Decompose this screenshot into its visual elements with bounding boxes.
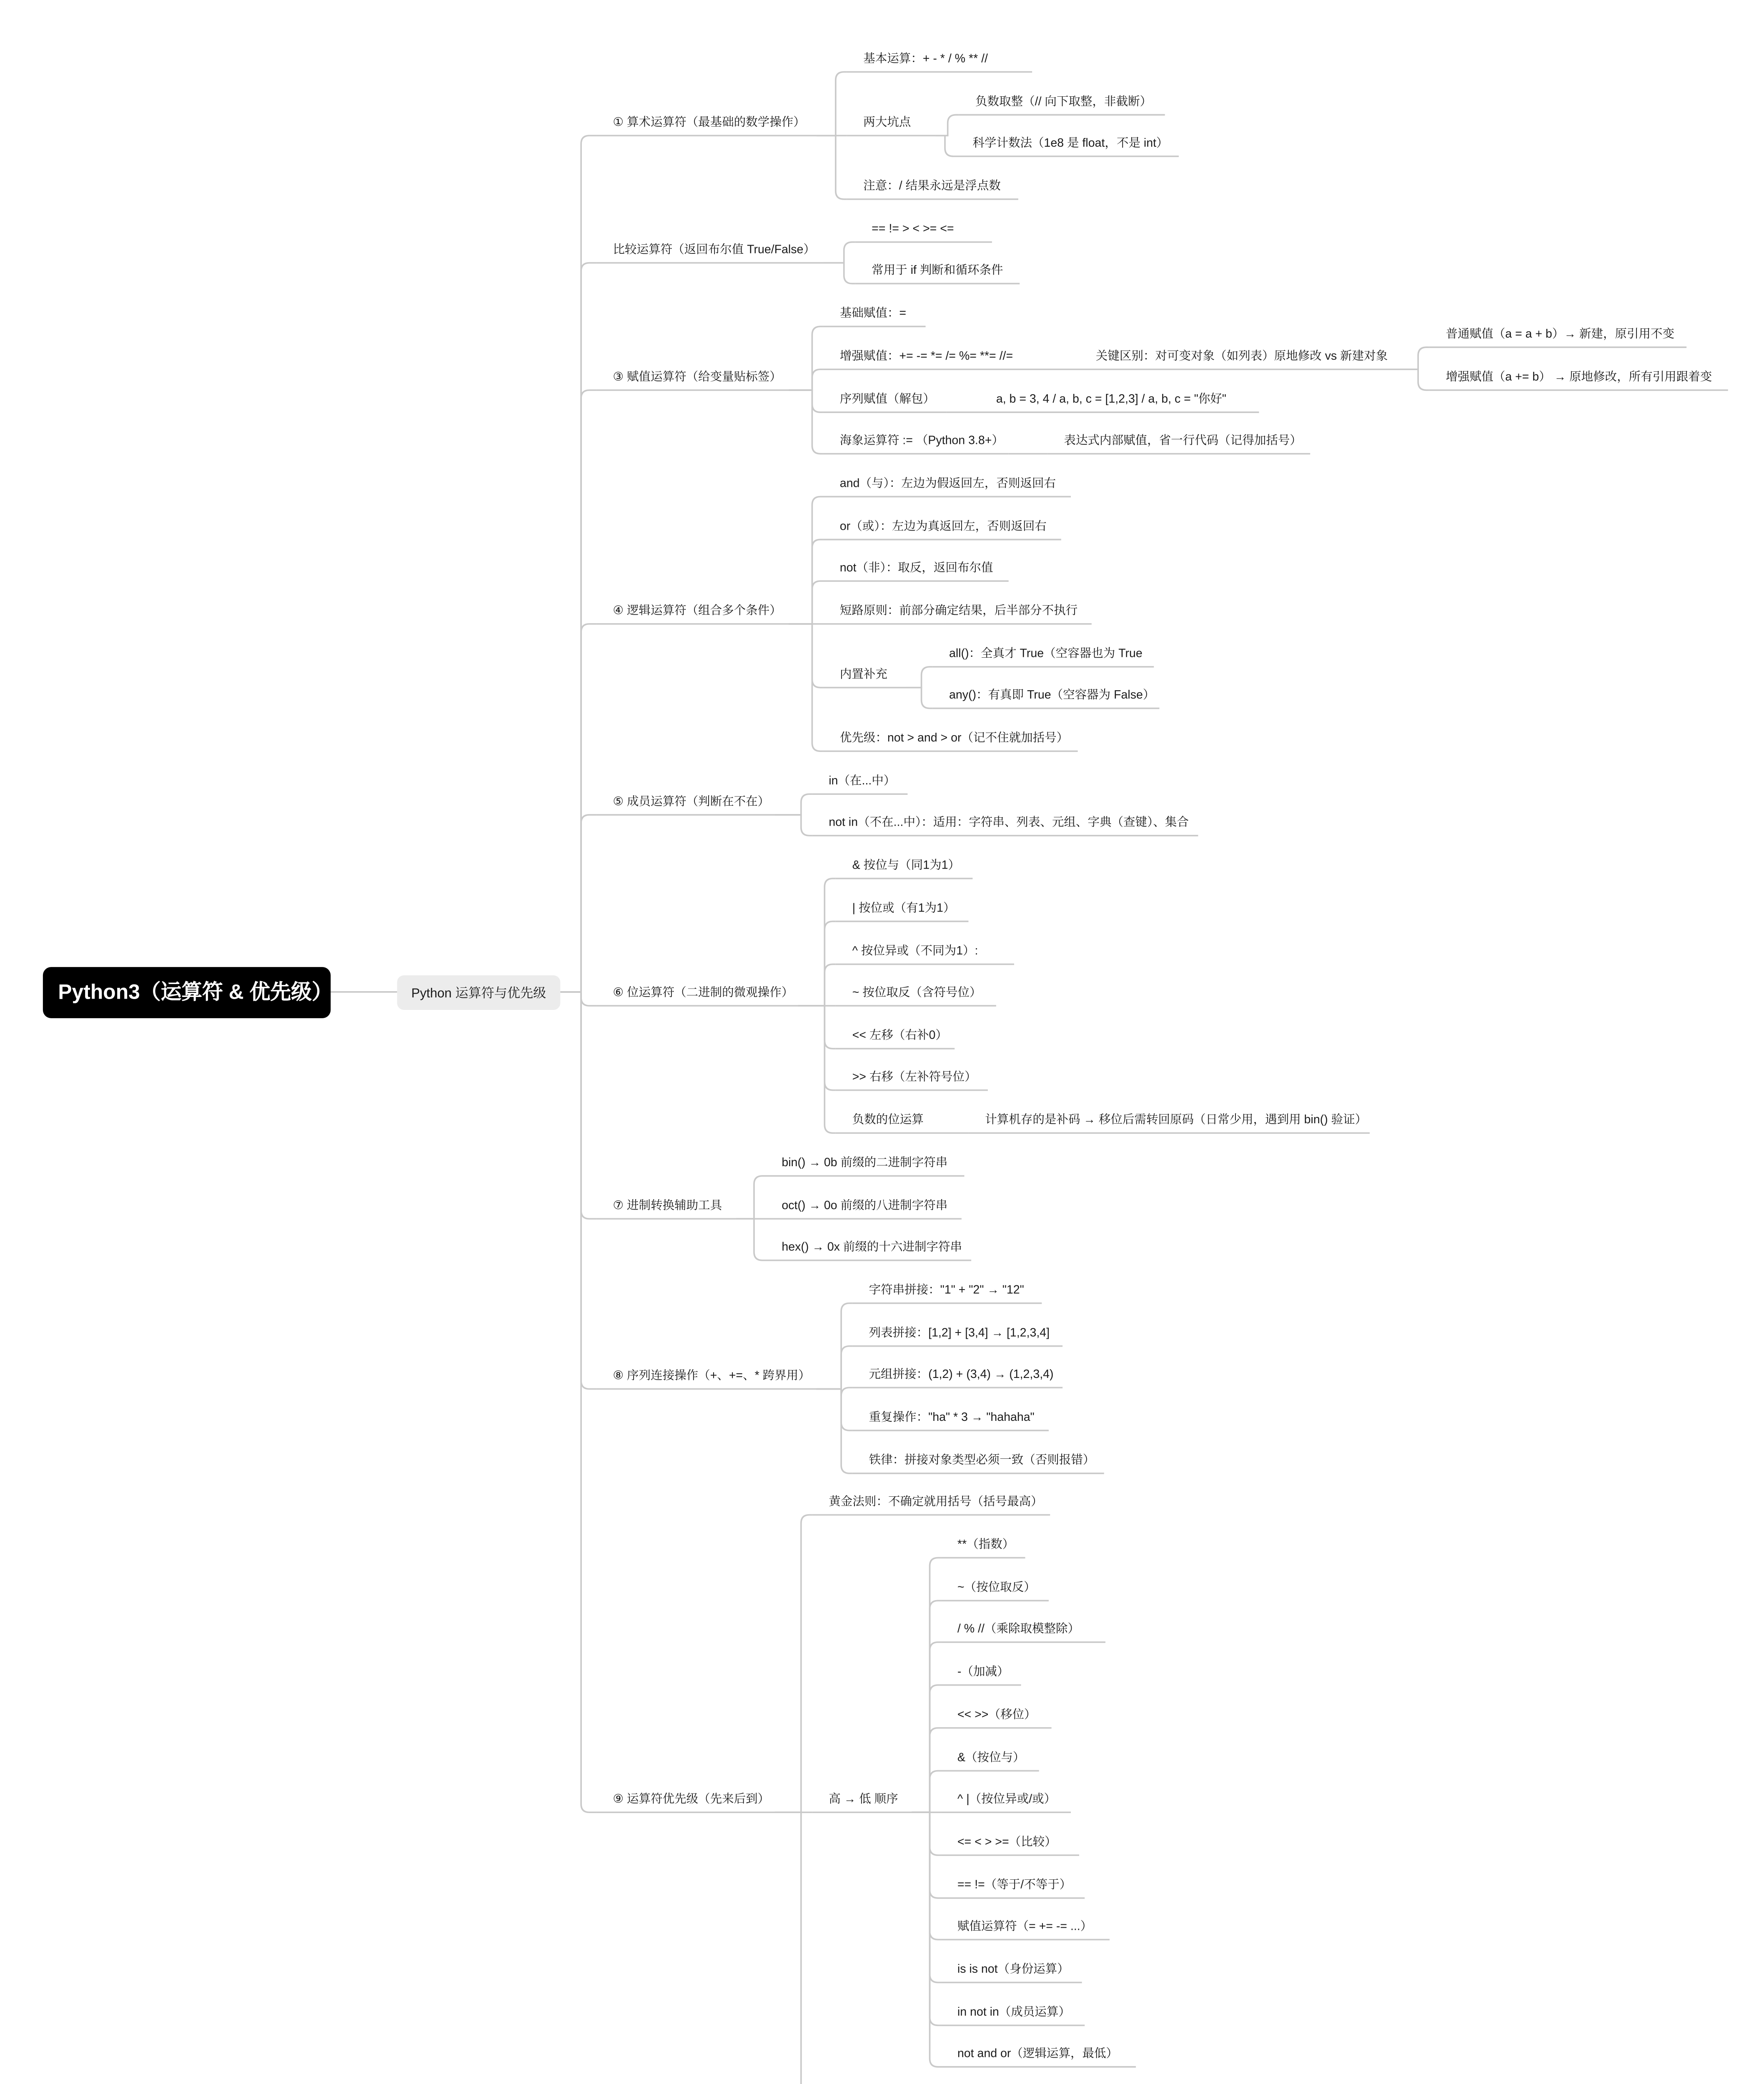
node-b9-2-11[interactable]: is is not（身份运算）	[957, 1961, 1069, 1976]
link-b7	[560, 992, 596, 1219]
node-b4-5-2[interactable]: any()：有真即 True（空容器为 False）	[949, 687, 1155, 701]
link-b4-3	[789, 581, 823, 624]
node-b9-1[interactable]: 黄金法则：不确定就用括号（括号最高）	[829, 1494, 1043, 1508]
link-b5-1	[775, 794, 812, 815]
link-b1-1	[816, 72, 847, 136]
node-b3-2-1-2[interactable]: 增强赋值（a += b） → 原地修改，所有引用跟着变	[1446, 369, 1712, 383]
link-b2-1	[823, 242, 855, 263]
node-b3-2-1-1[interactable]: 普通赋值（a = a + b）→ 新建，原引用不变	[1446, 326, 1675, 341]
node-b1-2-1[interactable]: 负数取整（// 向下取整，非截断）	[975, 94, 1152, 108]
node-b4-2[interactable]: or（或）：左边为真返回左，否则返回右	[839, 518, 1047, 533]
link-b4	[560, 624, 596, 992]
link-b9-2-12	[912, 1812, 941, 2025]
node-b9-2-1[interactable]: **（指数）	[957, 1537, 1015, 1551]
node-b3-2[interactable]: 增强赋值：+= -= *= /= %= **= //=	[839, 348, 1013, 363]
node-b4-5[interactable]: 内置补充	[839, 666, 887, 681]
node-b4-6[interactable]: 优先级：not > and > or（记不住就加括号）	[839, 730, 1069, 744]
node-b6-3[interactable]: ^ 按位异或（不同为1）:	[852, 943, 978, 957]
link-b9-2-2	[912, 1601, 941, 1812]
node-b3[interactable]: ③ 赋值运算符（给变量贴标签）	[613, 369, 782, 383]
node-b4-4[interactable]: 短路原则：前部分确定结果，后半部分不执行	[839, 603, 1078, 617]
link-b1-2-1	[935, 115, 959, 135]
link-b9-2-4	[912, 1685, 941, 1812]
link-b4-1	[789, 497, 823, 624]
node-b9-2-13[interactable]: not and or（逻辑运算，最低）	[957, 2046, 1118, 2060]
link-b1	[560, 135, 596, 992]
node-b2-1[interactable]: == != > < >= <=	[872, 221, 954, 235]
node-b4-5-1[interactable]: all()：全真才 True（空容器也为 True	[949, 646, 1143, 660]
link-b9-2-5	[912, 1728, 941, 1812]
node-b6-7[interactable]: 负数的位运算	[852, 1112, 924, 1126]
node-b7-3[interactable]: hex() → 0x 前缀的十六进制字符串	[782, 1240, 962, 1254]
node-b9-2-4[interactable]: -（加减）	[957, 1664, 1009, 1678]
node-b9-2-5[interactable]: << >>（移位）	[957, 1707, 1036, 1721]
node-b9-2-2[interactable]: ~（按位取反）	[957, 1580, 1036, 1594]
link-b3-4	[789, 390, 823, 454]
node-b3-1[interactable]: 基础赋值：=	[839, 306, 907, 320]
link-b9	[560, 992, 596, 1812]
node-b4-1[interactable]: and（与）：左边为假返回左，否则返回右	[839, 476, 1056, 490]
link-b3-1	[789, 326, 823, 390]
link-b9-2-8	[912, 1812, 941, 1855]
link-b9-2-6	[912, 1771, 941, 1813]
node-b3-3[interactable]: 序列赋值（解包）	[839, 391, 935, 406]
link-b2	[560, 263, 596, 992]
node-b9[interactable]: ⑨ 运算符优先级（先来后到）	[613, 1791, 770, 1806]
link-b3-2-1-1	[1400, 347, 1429, 369]
node-b5[interactable]: ⑤ 成员运算符（判断在不在）	[613, 794, 770, 808]
node-b8-1[interactable]: 字符串拼接："1" + "2" → "12"	[869, 1282, 1024, 1297]
node-b1-2[interactable]: 两大坑点	[863, 115, 911, 129]
node-b6-5[interactable]: << 左移（右补0）	[852, 1028, 947, 1042]
node-b9-2-10[interactable]: 赋值运算符（= += -= ...）	[957, 1919, 1092, 1933]
link-b3-2-1-2	[1400, 369, 1429, 390]
center-node[interactable]: Python 运算符与优先级	[397, 975, 561, 1010]
node-b6-1[interactable]: & 按位与（同1为1）	[852, 857, 960, 872]
node-b7-1[interactable]: bin() → 0b 前缀的二进制字符串	[782, 1155, 948, 1169]
node-b6-4[interactable]: ~ 按位取反（含符号位）	[852, 985, 982, 999]
node-b5-2[interactable]: not in（不在...中）：适用：字符串、列表、元组、字典（查键）、集合	[829, 815, 1189, 829]
node-b3-2-1[interactable]: 关键区别：对可变对象（如列表）原地修改 vs 新建对象	[1095, 348, 1388, 363]
node-b7-2[interactable]: oct() → 0o 前缀的八进制字符串	[782, 1198, 948, 1212]
node-b9-2-6[interactable]: &（按位与）	[957, 1750, 1025, 1764]
node-b3-3-1[interactable]: a, b = 3, 4 / a, b, c = [1,2,3] / a, b, c = "你好"	[996, 391, 1227, 406]
link-b6-7	[798, 1006, 836, 1133]
link-b5-2	[775, 815, 812, 836]
node-b6-6[interactable]: >> 右移（左补符号位）	[852, 1069, 977, 1083]
link-b3-2	[789, 369, 823, 390]
link-b5	[560, 815, 596, 992]
link-b8-4	[816, 1389, 852, 1430]
node-b1-1[interactable]: 基本运算：+ - * / % ** //	[863, 51, 988, 65]
node-b4-3[interactable]: not（非）：取反，返回布尔值	[839, 560, 993, 574]
link-b6-5	[798, 1006, 836, 1049]
link-b4-5-1	[906, 667, 932, 688]
link-b8-2	[816, 1346, 852, 1389]
link-b9-3	[775, 1812, 812, 2084]
node-b6[interactable]: ⑥ 位运算符（二进制的微观操作）	[613, 985, 794, 999]
node-b2-2[interactable]: 常用于 if 判断和循环条件	[872, 263, 1003, 277]
node-b7[interactable]: ⑦ 进制转换辅助工具	[613, 1198, 722, 1212]
node-b3-4-1[interactable]: 表达式内部赋值，省一行代码（记得加括号）	[1064, 433, 1302, 447]
link-b9-1	[775, 1515, 812, 1813]
node-b8-3[interactable]: 元组拼接：(1,2) + (3,4) → (1,2,3,4)	[869, 1367, 1054, 1381]
link-b9-2-10	[912, 1812, 941, 1939]
node-b6-7-1[interactable]: 计算机存的是补码 → 移位后需转回原码（日常少用，遇到用 bin() 验证）	[985, 1112, 1367, 1126]
link-b6-3	[798, 964, 836, 1006]
node-b9-2-12[interactable]: in not in（成员运算）	[957, 2004, 1070, 2019]
node-b1[interactable]: ① 算术运算符（最基础的数学操作）	[613, 115, 805, 129]
link-b3	[560, 390, 596, 992]
link-b6-2	[798, 922, 836, 1006]
node-b5-1[interactable]: in（在...中）	[829, 773, 896, 787]
node-b1-3[interactable]: 注意：/ 结果永远是浮点数	[863, 178, 1001, 193]
node-b8-4[interactable]: 重复操作："ha" * 3 → "hahaha"	[869, 1410, 1035, 1424]
link-b6-1	[798, 879, 836, 1006]
link-b1-2-2	[935, 135, 956, 156]
link-b4-5-2	[906, 688, 932, 709]
link-b4-5	[789, 624, 823, 688]
node-b8-5[interactable]: 铁律：拼接对象类型必须一致（否则报错）	[869, 1453, 1095, 1467]
node-b9-2-7[interactable]: ^ |（按位异或/或）	[957, 1791, 1056, 1806]
node-b9-2-3[interactable]: / % //（乘除取模整除）	[957, 1621, 1080, 1636]
link-b7-3	[736, 1219, 765, 1260]
link-b2-2	[823, 263, 855, 284]
link-b9-2-3	[912, 1642, 941, 1812]
root-node[interactable]: Python3（运算符 & 优先级）	[43, 967, 331, 1018]
link-b7-1	[736, 1176, 765, 1219]
node-b9-2-8[interactable]: <= < > >=（比较）	[957, 1834, 1057, 1849]
node-b6-2[interactable]: | 按位或（有1为1）	[852, 900, 955, 914]
node-b9-2[interactable]: 高 → 低 顺序	[829, 1791, 898, 1806]
link-b3-3	[789, 390, 823, 412]
node-b8[interactable]: ⑧ 序列连接操作（+、+=、* 跨界用）	[613, 1368, 810, 1382]
node-b4[interactable]: ④ 逻辑运算符（组合多个条件）	[613, 603, 782, 617]
link-b1-3	[816, 135, 847, 199]
node-b3-4[interactable]: 海象运算符 := （Python 3.8+）	[839, 433, 1004, 447]
link-b8-5	[816, 1389, 852, 1473]
node-b9-2-9[interactable]: == !=（等于/不等于）	[957, 1877, 1072, 1891]
link-b6	[560, 992, 596, 1006]
link-b8	[560, 992, 596, 1389]
node-b2[interactable]: 比较运算符（返回布尔值 True/False）	[613, 242, 815, 256]
node-b8-2[interactable]: 列表拼接：[1,2] + [3,4] → [1,2,3,4]	[869, 1325, 1050, 1339]
node-b1-2-2[interactable]: 科学计数法（1e8 是 float，不是 int）	[972, 135, 1168, 150]
